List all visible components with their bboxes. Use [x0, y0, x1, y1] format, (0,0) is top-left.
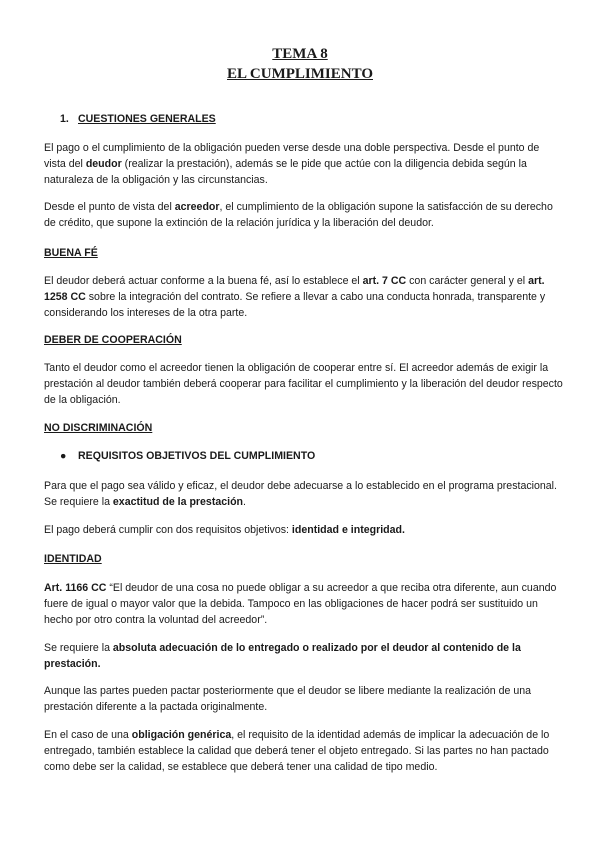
bullet-label: REQUISITOS OBJETIVOS DEL CUMPLIMIENTO — [78, 450, 316, 462]
page-subtitle: EL CUMPLIMIENTO — [227, 66, 373, 82]
heading-cooperacion: DEBER DE COOPERACIÓN — [44, 334, 182, 346]
paragraph-requisitos: El pago deberá cumplir con dos requisitos objetivos: identidad e integridad. — [44, 524, 405, 536]
paragraph-perspectiva: El pago o el cumplimiento de la obligación pueden verse desde una doble perspectiva. Desde el punto de vista del deudor (realizar la prestación), además se le pide que actúe con la diligencia debida según la naturaleza de la obligación y las circunstancias. — [44, 142, 540, 186]
section-number: 1. — [60, 113, 69, 125]
bullet-icon: ● — [60, 450, 67, 462]
paragraph-cooperacion: Tanto el deudor como el acreedor tienen la obligación de cooperar entre sí. El acreedor además de exigir la prestación al deudor también deberá cooperar para facilitar el cumplimiento y la liberación del deudor respecto de la obligación. — [44, 362, 563, 406]
heading-buena-fe: BUENA FÉ — [44, 247, 98, 259]
page-title: TEMA 8 — [272, 46, 328, 62]
paragraph-acreedor: Desde el punto de vista del acreedor, el cumplimiento de la obligación supone la satisfacción de su derecho de crédito, que supone la extinción de la relación jurídica y la liberación del deudor. — [44, 201, 553, 229]
paragraph-adecuacion: Se requiere la absoluta adecuación de lo entregado o realizado por el deudor al contenido de la prestación. — [44, 642, 521, 670]
paragraph-obligacion-generica: En el caso de una obligación genérica, el requisito de la identidad además de implicar la adecuación de lo entregado, también establece la calidad que deberá tener el objeto entregado. Si las partes no han pactado como debe ser la calidad, se establece que deberá tener una calidad de tipo medio. — [44, 729, 550, 773]
section-heading-1 — [60, 113, 216, 125]
heading-no-discriminacion: NO DISCRIMINACIÓN — [44, 422, 153, 434]
paragraph-pactar: Aunque las partes pueden pactar posteriormente que el deudor se libere mediante la realización de una prestación diferente a la pactada originalmente. — [44, 685, 532, 713]
section-label: CUESTIONES GENERALES — [78, 113, 216, 125]
bullet-requisitos — [60, 450, 315, 462]
paragraph-art-1166: Art. 1166 CC “El deudor de una cosa no puede obligar a su acreedor a que reciba otra diferente, aun cuando fuere de igual o mayor valor que la debida. Tampoco en las obligaciones de hacer podrá ser sustituido un hecho por otro contra la voluntad del acreedor”. — [44, 582, 557, 626]
heading-identidad: IDENTIDAD — [44, 553, 102, 565]
paragraph-buena-fe: El deudor deberá actuar conforme a la buena fé, así lo establece el art. 7 CC con carácter general y el art. 1258 CC sobre la integración del contrato. Se refiere a llevar a cabo una conducta honrada, transparente y considerando los intereses de la otra parte. — [44, 275, 546, 319]
paragraph-exactitud: Para que el pago sea válido y eficaz, el deudor debe adecuarse a lo establecido en el programa prestacional. Se requiere la exactitud de la prestación. — [44, 480, 557, 508]
